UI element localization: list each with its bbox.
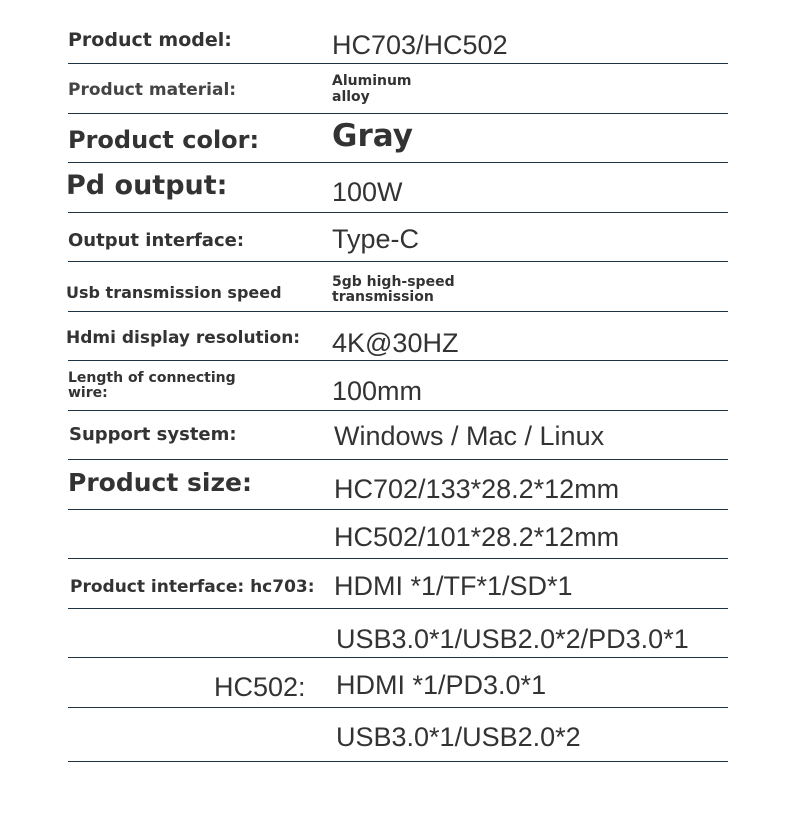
row-divider (68, 410, 728, 411)
interface-hc502-value-2: USB3.0*1/USB2.0*2 (336, 722, 581, 752)
product-material-value-line1: Aluminum (332, 73, 412, 89)
row-divider (68, 113, 728, 114)
usb-speed-label: Usb transmission speed (66, 283, 282, 302)
pd-output-label: Pd output: (66, 170, 228, 201)
product-material-value-line2: alloy (332, 89, 370, 105)
row-divider (68, 608, 728, 609)
wire-length-value: 100mm (332, 376, 423, 406)
interface-hc502-label: HC502: (214, 672, 306, 702)
product-interface-label: Product interface: hc703: (70, 577, 315, 597)
row-divider (68, 311, 728, 312)
output-interface-label: Output interface: (68, 230, 245, 251)
product-model-value: HC703/HC502 (332, 30, 508, 60)
row-divider (68, 63, 728, 64)
row-divider (68, 509, 728, 510)
product-material-label: Product material: (68, 80, 237, 100)
product-color-label: Product color: (68, 126, 260, 154)
product-model-label: Product model: (68, 29, 232, 51)
product-size-value-1: HC702/133*28.2*12mm (334, 474, 620, 504)
support-system-label: Support system: (69, 424, 237, 445)
product-size-label: Product size: (68, 468, 252, 497)
usb-speed-value-line2: transmission (332, 289, 434, 305)
pd-output-value: 100W (332, 177, 403, 207)
usb-speed-value-line1: 5gb high-speed (332, 274, 455, 290)
wire-length-label-line2: wire: (68, 385, 108, 401)
row-divider (68, 212, 728, 213)
row-divider (68, 459, 728, 460)
row-divider (68, 657, 728, 658)
support-system-value: Windows / Mac / Linux (334, 421, 605, 451)
interface-hc703-value-2: USB3.0*1/USB2.0*2/PD3.0*1 (336, 624, 689, 654)
row-divider (68, 558, 728, 559)
row-divider (68, 761, 728, 762)
product-color-value: Gray (332, 118, 413, 154)
product-size-value-2: HC502/101*28.2*12mm (334, 522, 620, 552)
output-interface-value: Type-C (332, 224, 420, 254)
row-divider (68, 360, 728, 361)
row-divider (68, 261, 728, 262)
interface-hc703-value-1: HDMI *1/TF*1/SD*1 (334, 571, 573, 601)
wire-length-label-line1: Length of connecting (68, 370, 236, 386)
hdmi-resolution-label: Hdmi display resolution: (66, 328, 301, 348)
hdmi-resolution-value: 4K@30HZ (332, 328, 459, 358)
interface-hc502-value-1: HDMI *1/PD3.0*1 (336, 670, 547, 700)
row-divider (68, 707, 728, 708)
row-divider (68, 162, 728, 163)
